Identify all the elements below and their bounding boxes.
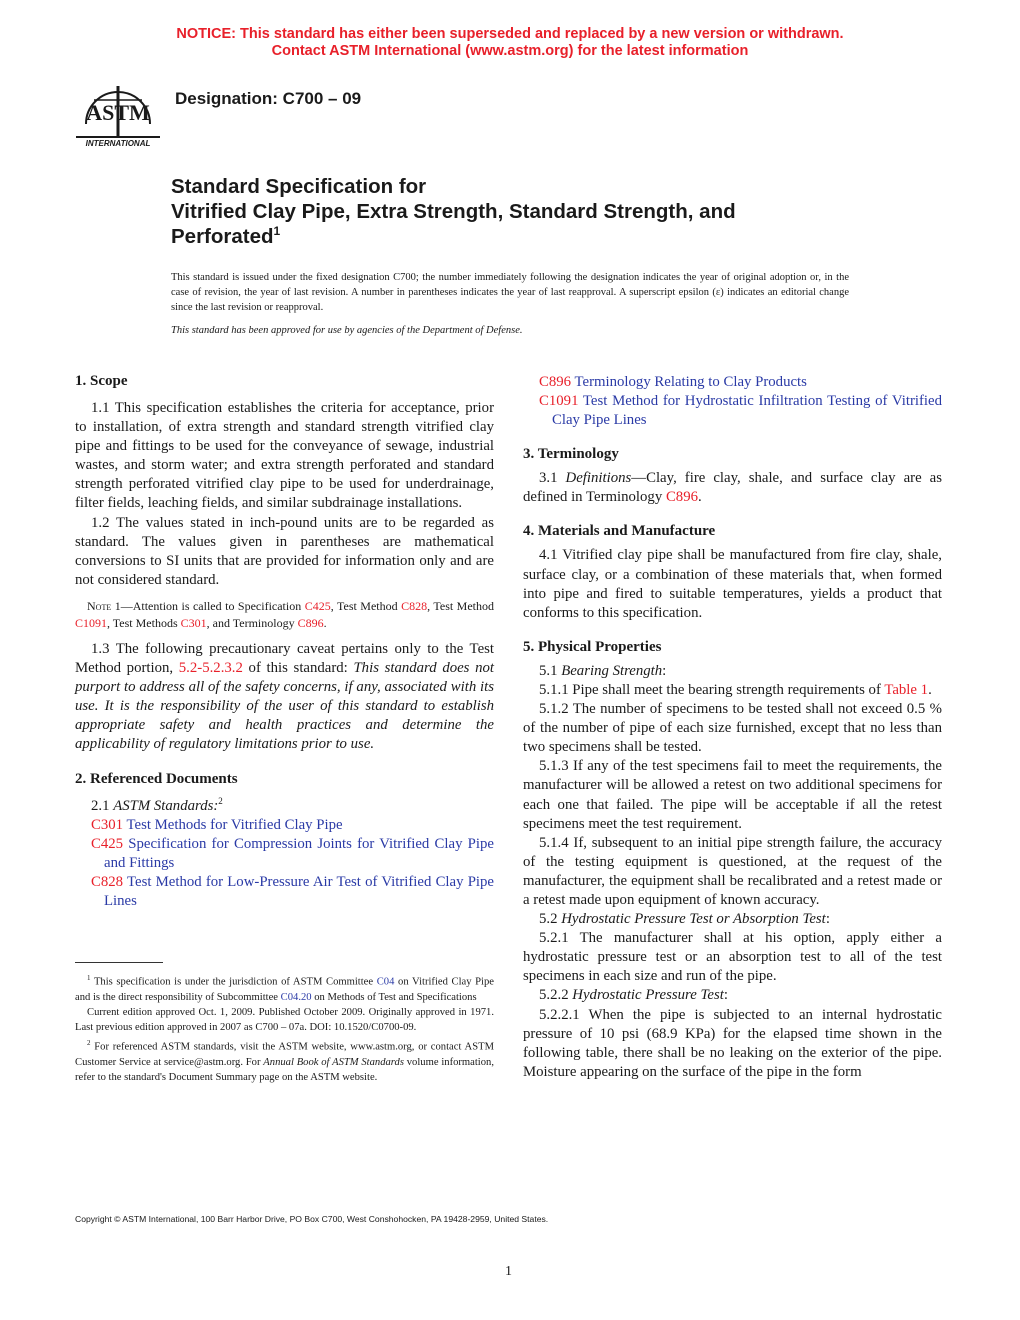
dod-approval: This standard has been approved for use by agencies of the Department of Defense. <box>171 325 523 336</box>
link-table-1[interactable]: Table 1 <box>884 681 929 698</box>
withdrawal-notice <box>0 26 1020 60</box>
para-5-1-4: 5.1.4 If, subsequent to an initial pipe strength failure, the accuracy of the testing equipment is questioned, at the request of the manufacturer, the equipment shall be recalibrated and a retest made or a retest made upon equipment of known accuracy. <box>523 834 942 908</box>
link-c896-terminology[interactable]: C896 <box>665 489 699 506</box>
title-line-2: Vitrified Clay Pipe, Extra Strength, Standard Strength, and <box>171 200 736 223</box>
ref-c1091[interactable]: C1091 Test Method for Hydrostatic Infiltration Testing of Vitrified Clay Pipe Lines <box>539 393 942 429</box>
link-c896[interactable]: C896 <box>297 615 324 630</box>
para-1-3: 1.3 The following precautionary caveat pertains only to the Test Method portion, 5.2-5.2.3.2 of this standard: This standard does not purport to address all of the safety concerns, if any, associated with its use. It is the responsibility of the user of this standard to establish appropriate safety and health practices and determine the applicability of regulatory limitations prior to use. <box>75 640 494 753</box>
logo-subtitle: INTERNATIONAL <box>85 139 151 148</box>
ref-c301[interactable]: C301 Test Methods for Vitrified Clay Pipe <box>91 816 343 833</box>
section-heading-scope: 1. Scope <box>75 373 128 389</box>
document-title <box>171 174 891 249</box>
notice-line-1: NOTICE: This standard has either been superseded and replaced by a new version or withdrawn. <box>176 26 844 42</box>
astm-logo-icon <box>72 76 164 150</box>
right-column <box>523 373 942 1082</box>
designation: Designation: C700 – 09 <box>175 89 362 108</box>
ref-c896[interactable]: C896 Terminology Relating to Clay Products <box>539 374 807 390</box>
note-1: Note 1—Attention is called to Specification C425, Test Method C828, Test Method C1091, Test Methods C301, and Terminology C896. <box>75 598 495 630</box>
link-c301[interactable]: C301 <box>180 615 207 630</box>
notice-line-2: Contact ASTM International (www.astm.org) for the latest information <box>271 43 749 59</box>
left-column <box>75 372 494 911</box>
logo-letters: ASTM <box>86 100 150 125</box>
link-c828[interactable]: C828 <box>401 598 428 613</box>
copyright: Copyright © ASTM International, 100 Barr Harbor Drive, PO Box C700, West Conshohocken, PA 19428-2959, United States. <box>75 1214 549 1224</box>
para-5-1-2: 5.1.2 The number of specimens to be tested shall not exceed 0.5 % of the number of pipe of each size furnished, except that no less than two specimens shall be tested. <box>523 701 942 756</box>
link-c1091[interactable]: C1091 <box>75 615 108 630</box>
page-number: 1 <box>505 1264 512 1279</box>
para-1-1: 1.1 This specification establishes the criteria for acceptance, prior to installation, of extra strength and standard strength vitrified clay pipe and fittings to be used for the conveyance of sewage, industrial wastes, and storm water; and extra strength perforated and standard strength perforated vitrified clay pipe to be used for underdrainage, filter fields, leaching fields, and similar subdrainage installations. <box>75 400 494 512</box>
footnote-2: $^2$ For referenced ASTM standards, visit the ASTM website, www.astm.org, or contact ASTM Customer Service at service@astm.org. For Annual Book of ASTM Standards volume information, refer to the standard's Document Summary page on the ASTM website. <box>75 1038 494 1083</box>
para-5-1-3: 5.1.3 If any of the test specimens fail to meet the requirements, the manufacturer will be allowed a retest on two additional specimens for each one that failed. The pipe will be acceptable if all the retest specimens meet the test requirement. <box>523 758 942 832</box>
para-5-2-1: 5.2.1 The manufacturer shall at his option, apply either a hydrostatic pressure test or an absorption test to all of the test specimens in each size and run of the pipe. <box>523 930 942 985</box>
link-subcommittee-c0420[interactable]: C04.20 <box>280 991 312 1003</box>
para-5-2: 5.2 Hydrostatic Pressure Test or Absorption Test: <box>539 911 830 928</box>
title-line-1: Standard Specification for <box>171 175 427 198</box>
link-section-5-2[interactable]: 5.2-5.2.3.2 <box>178 660 243 677</box>
title-line-3: Perforated$^1$ <box>171 224 281 248</box>
footnote-1-edition: Current edition approved Oct. 1, 2009. Published October 2009. Originally approved in 1971. Last previous edition approved in 2007 as C700 – 07a. DOI: 10.1520/C0700-09. <box>75 1007 494 1034</box>
section-heading-materials: 4. Materials and Manufacture <box>523 523 716 540</box>
link-committee-c04[interactable]: C04 <box>376 976 395 988</box>
para-5-2-2: 5.2.2 Hydrostatic Pressure Test: <box>539 987 728 1004</box>
preamble: This standard is issued under the fixed designation C700; the number immediately following the designation indicates the year of original adoption or, in the case of revision, the year of last revision. A number in parentheses indicates the year of last reapproval. A superscript epsilon (ε) indicates an editorial change since the last revision or reapproval. <box>171 272 849 313</box>
section-heading-terminology: 3. Terminology <box>523 446 619 463</box>
footnotes <box>75 971 494 1085</box>
para-2-1: 2.1 ASTM Standards:$^2$ <box>91 795 223 814</box>
section-heading-referenced-documents: 2. Referenced Documents <box>75 770 238 787</box>
ref-c425[interactable]: C425 Specification for Compression Joints for Vitrified Clay Pipe and Fittings <box>91 835 494 871</box>
para-3-1: 3.1 Definitions—Clay, fire clay, shale, and surface clay are as defined in Terminology C896. <box>523 470 942 506</box>
para-4-1: 4.1 Vitrified clay pipe shall be manufactured from fire clay, shale, surface clay, or a combination of these materials that, when formed into pipe and fired to suitable temperatures, yields a product that conforms to this specification. <box>523 547 942 621</box>
footnote-1: $^1$ This specification is under the jurisdiction of ASTM Committee C04 on Vitrified Clay Pipe and is the direct responsibility of Subcommittee C04.20 on Methods of Test and Specifications <box>75 974 494 1003</box>
section-heading-physical-properties: 5. Physical Properties <box>523 638 662 655</box>
ref-c828[interactable]: C828 Test Method for Low-Pressure Air Test of Vitrified Clay Pipe Lines <box>91 873 494 909</box>
astm-logo <box>72 76 164 150</box>
footnote-rule <box>75 962 163 963</box>
para-1-2: 1.2 The values stated in inch-pound units are to be regarded as standard. The values given in parentheses are mathematical conversions to SI units that are provided for information only and are not considered standard. <box>75 514 494 588</box>
link-c425[interactable]: C425 <box>304 598 331 613</box>
para-5-1: 5.1 Bearing Strength: <box>539 662 667 679</box>
para-5-2-2-1: 5.2.2.1 When the pipe is subjected to an internal hydrostatic pressure of 10 psi (68.9 KPa) for the elapsed time shown in the following table, there shall be no leaking on the exterior of the pipe. Moisture appearing on the surface of the pipe in the form <box>523 1006 942 1080</box>
para-5-1-1: 5.1.1 Pipe shall meet the bearing strength requirements of Table 1. <box>539 681 932 698</box>
title-footnote-mark[interactable]: 1 <box>273 224 281 239</box>
